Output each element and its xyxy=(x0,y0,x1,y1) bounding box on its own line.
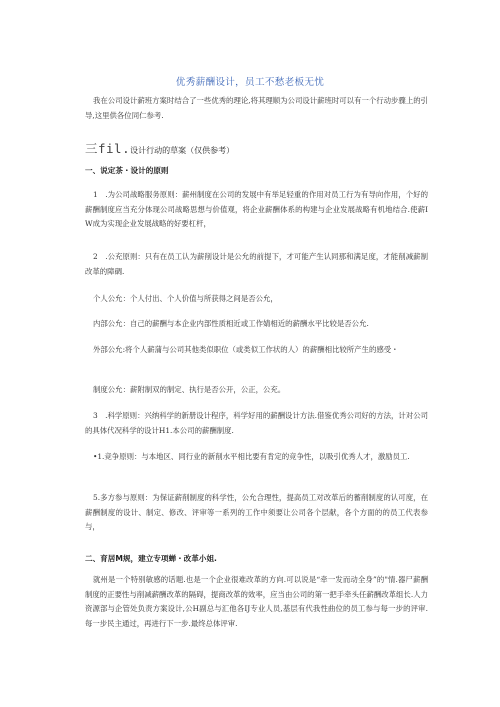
paragraph-personal-fairness: 个人公允：个人付出、个人价值与所获得之间是否公允， xyxy=(93,294,278,303)
paragraph-principle-4: •1.竞争原则：与本地区、同行业的新削水平相比要有肯定的竞争性，以吸引优秀人才，激励员工. xyxy=(93,452,410,461)
paragraph-principle-3: 3 .科学原则：兴纳科学的新册设计程序，科学好用的薪酬设计方法.借鉴优秀公司好的方法，计对公司的具体代况科学的设计H1.本公司的薪酬制度. xyxy=(85,411,428,435)
paragraph-system-fairness: 制度公允：薪附制双的制定、执行是否公开，公正，公充。 xyxy=(93,385,286,394)
paragraph-principle-1: 1 .为公司战略服务原则：薪州制度在公司的发展中有举足轻重的作用对员工行为有导向作用，个好的薪酬制度应当充分体现公司战略思想与价值观，将企业薪酬体系的构建与企业发展战略有机地结合.使薪IW成为实现企业发展战略的好要杠杆， xyxy=(85,190,428,229)
intro-paragraph: 我在公司设计薪班方案时结合了一些优秀的理论,将其理顺为公司设计薪班时可以有一个行动步骤上的引导,这里供各位同仁参考. xyxy=(85,96,428,120)
subsection-title-1: 一、说定茶・设计的原则 xyxy=(85,166,169,175)
paragraph-external-fairness: 外部公允:将个人薪蒲与公司其他类似职位（或类似工作状的人）的薪酬相比较所产生的感受・ xyxy=(93,345,399,354)
paragraph-internal-fairness: 内部公允：自己的薪酬与本企业内部性质相近或工作婧相近的薪酬水平比较是否公允. xyxy=(93,319,369,328)
page-title: 优秀薪酬设计，员工不愁老板无忧 xyxy=(175,77,325,88)
paragraph-principle-2: 2 .公充原则：只有在员工认为薪削设计是公允的前提下，才可能产生认同那和满足度，才能削减薪制改革的障碉. xyxy=(85,252,428,276)
heading-text: 设计行动的草案（仅供参考） xyxy=(130,146,235,155)
paragraph-reform-team: 就州是一个特别敏感的话题.也是一个企业很难改革的方向.可以说是“牵一发而动全身”的"情.器尸薪酬制度的正要性与削减薪酬改革的隔碍，提商改革的效率，应当由公司的第一把手牵头任薪酬改革组长.人力资源部与企管处负责方案设计,公H副总与汇他各IJ专业人员,基层有代我性曲位的员工参与每一步的评审.每一步民主通过，再进行下一步.最终总体评审. xyxy=(85,575,428,628)
subsection-title-2: 二、育居M规，建立专项蝉・改革小姐. xyxy=(85,554,217,563)
section-heading xyxy=(85,139,430,157)
heading-prefix: 三fil. xyxy=(85,141,131,156)
paragraph-principle-5: 5.多方参与原则：为保证薪削制度的科学性，公允合理性，提高员工对改革后的蓄削制度的认可度，在薪酬制度的设计、制定、修改、评审等一系列的工作中须要让公司各个层献，各个方面的的员工代表参与， xyxy=(85,493,428,532)
